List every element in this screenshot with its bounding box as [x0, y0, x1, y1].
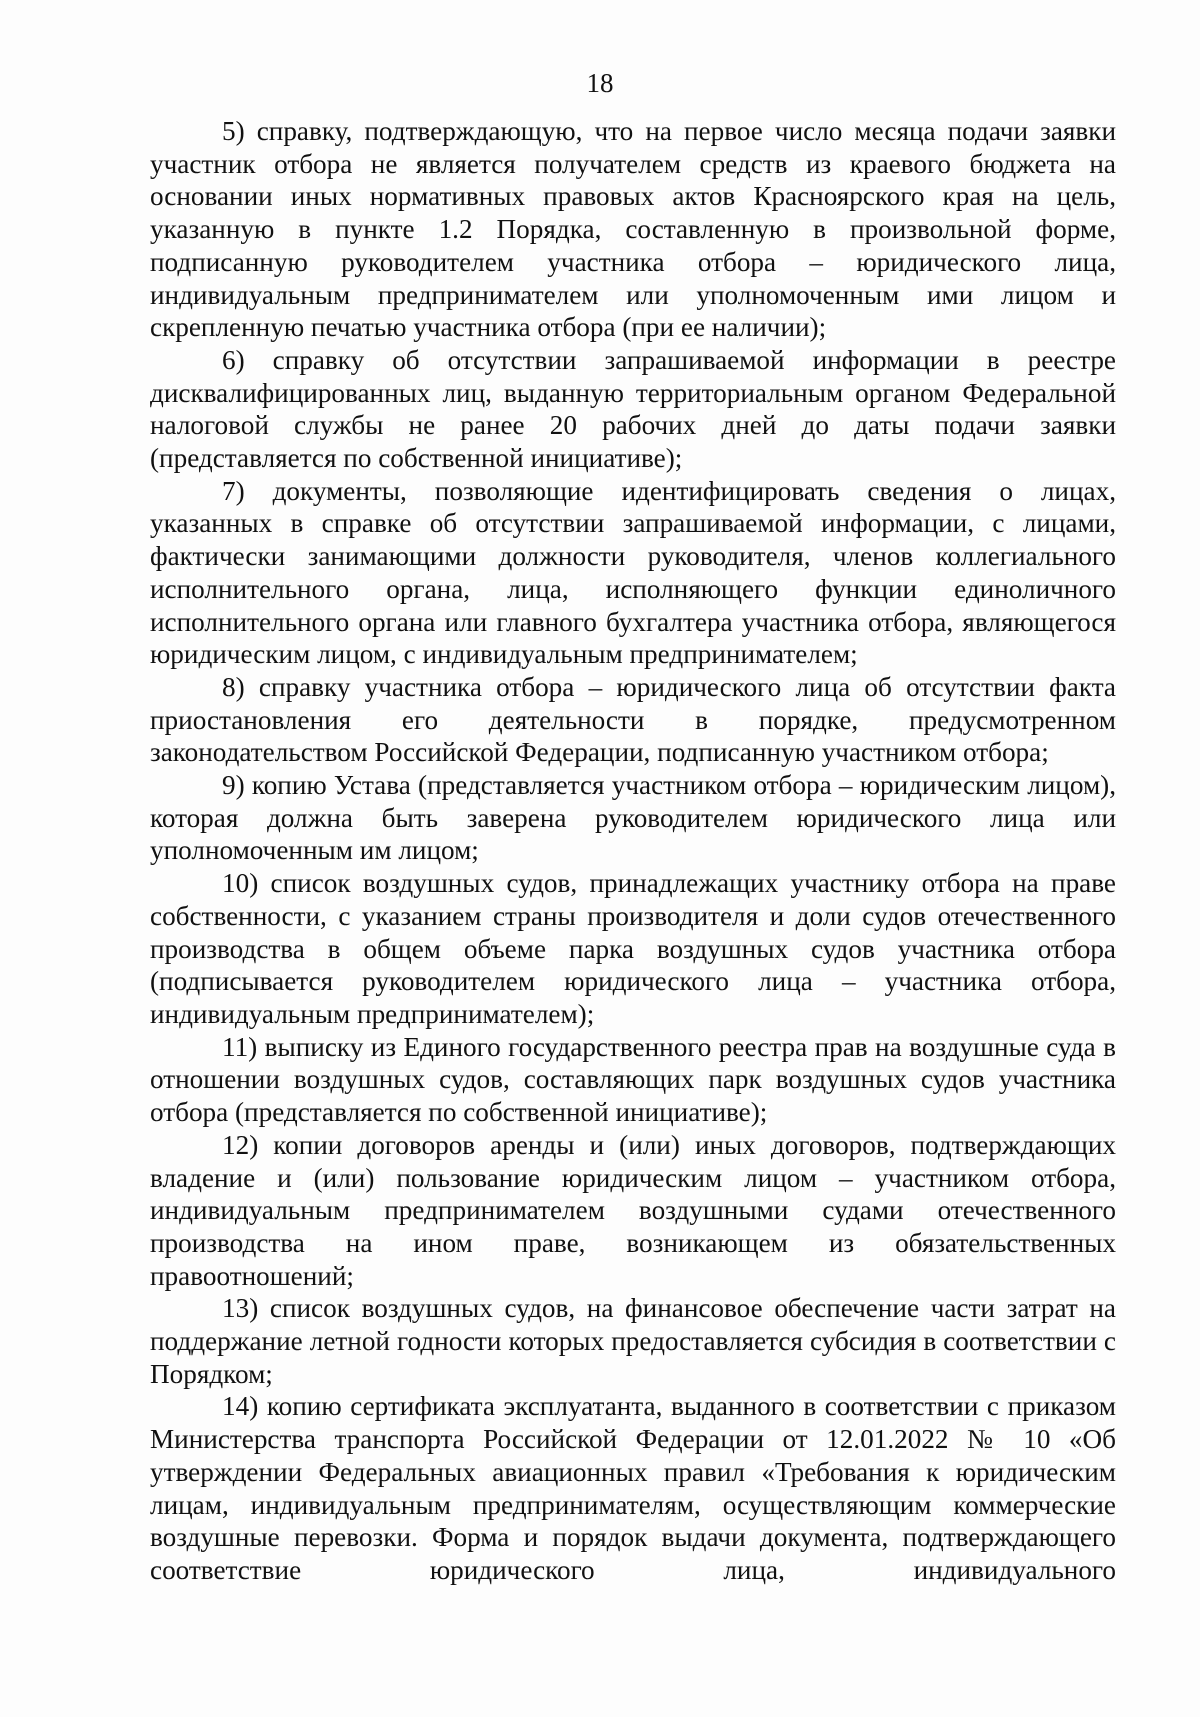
list-item-10: 10) список воздушных судов, принадлежащих участнику отбора на праве собственности, с указанием страны производителя и доли судов отечественного производства в общем объеме парка воздушных судов участника отбора (подписывается руководителем юридического лица – участника отбора, индивидуальным предпринимателем);	[150, 868, 1116, 1029]
list-item-6: 6) справку об отсутствии запрашиваемой информации в реестре дисквалифицированных лиц, выданную территориальным органом Федеральной налоговой службы не ранее 20 рабочих дней до даты подачи заявки (представляется по собственной инициативе);	[150, 344, 1116, 474]
document-body	[150, 115, 1116, 1587]
list-item-8: 8) справку участника отбора – юридического лица об отсутствии факта приостановления его деятельности в порядке, предусмотренном законодательством Российской Федерации, подписанную участником отбора;	[150, 671, 1116, 768]
list-item-5: 5) справку, подтверждающую, что на первое число месяца подачи заявки участник отбора не является получателем средств из краевого бюджета на основании иных нормативных правовых актов Красноярского края на цель, указанную в пункте 1.2 Порядка, составленную в произвольной форме, подписанную руководителем участника отбора – юридического лица, индивидуальным предпринимателем или уполномоченным ими лицом и скрепленную печатью участника отбора (при ее наличии);	[150, 116, 1116, 343]
list-item-7: 7) документы, позволяющие идентифицировать сведения о лицах, указанных в справке об отсутствии запрашиваемой информации, с лицами, фактически занимающими должности руководителя, членов коллегиального исполнительного органа, лица, исполняющего функции единоличного исполнительного органа или главного бухгалтера участника отбора, являющегося юридическим лицом, с индивидуальным предпринимателем;	[150, 475, 1116, 670]
page-number: 18	[586, 68, 614, 98]
list-item-12: 12) копии договоров аренды и (или) иных договоров, подтверждающих владение и (или) пользование юридическим лицом – участником отбора, индивидуальным предпринимателем воздушными судами отечественного производства на ином праве, возникающем из обязательственных правоотношений;	[150, 1129, 1116, 1291]
list-item-13: 13) список воздушных судов, на финансовое обеспечение части затрат на поддержание летной годности которых предоставляется субсидия в соответствии с Порядком;	[150, 1293, 1116, 1389]
list-item-14: 14) копию сертификата эксплуатанта, выданного в соответствии с приказом Министерства транспорта Российской Федерации от 12.01.2022 № 10 «Об утверждении Федеральных авиационных правил «Требования к юридическим лицам, индивидуальным предпринимателям, осуществляющим коммерческие воздушные перевозки. Форма и порядок выдачи документа, подтверждающего соответствие юридического лица, индивидуального	[150, 1391, 1116, 1585]
list-item-11: 11) выписку из Единого государственного реестра прав на воздушные суда в отношении воздушных судов, составляющих парк воздушных судов участника отбора (представляется по собственной инициативе);	[150, 1031, 1116, 1128]
list-item-9: 9) копию Устава (представляется участником отбора – юридическим лицом), которая должна быть заверена руководителем юридического лица или уполномоченным им лицом;	[150, 770, 1116, 866]
